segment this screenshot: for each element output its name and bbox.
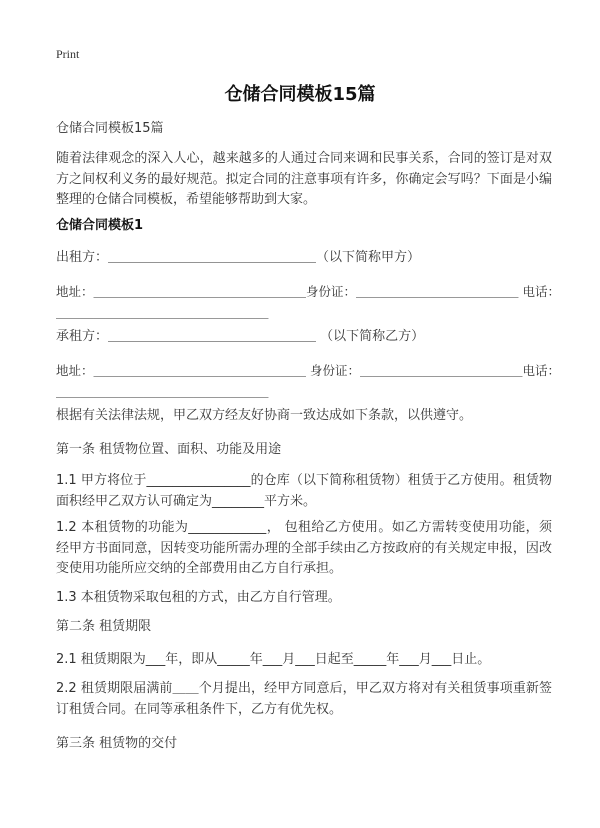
article-2-heading: 第二条 租赁期限	[56, 619, 152, 634]
lessor-address-line: 地址：＿＿＿＿＿＿＿＿＿＿＿＿＿＿＿＿＿身份证：＿＿＿＿＿＿＿＿＿＿＿＿＿ 电话：	[56, 284, 560, 299]
document-title: 仓储合同模板15篇	[224, 84, 376, 105]
document-subtitle: 仓储合同模板15篇	[56, 121, 164, 136]
intro-paragraph: 随着法律观念的深入人心，越来越多的人通过合同来调和民事关系，合同的签订是对双方之间权利义务的最好规范。拟定合同的注意事项有许多，你确定会写吗？下面是小编整理的仓储合同模板，希望能够帮助到大家。	[56, 151, 552, 207]
lessor-phone-blank: ＿＿＿＿＿＿＿＿＿＿＿＿＿＿＿＿＿	[56, 305, 269, 320]
clause-2-1: 2.1 租赁期限为___年，即从_____年___月___日起至_____年___月___日止。	[56, 652, 491, 667]
clause-1-2: 1.2 本租赁物的功能为____________， 包租给乙方使用。如乙方需转变使用功能，须经甲方书面同意，因转变功能所需办理的全部手续由乙方按政府的有关规定申报，因改变使用功能所应交纳的全部费用由乙方自行承担。	[56, 520, 552, 576]
clause-1-1: 1.1 甲方将位于________________的仓库（以下简称租赁物）租赁于乙方使用。租赁物面积经甲乙双方认可确定为________平方米。	[56, 473, 552, 509]
article-3-heading: 第三条 租赁物的交付	[56, 736, 178, 751]
lessor-line: 出租方：＿＿＿＿＿＿＿＿＿＿＿＿＿＿＿＿（以下简称甲方）	[56, 250, 421, 265]
print-link[interactable]: Print	[56, 47, 80, 61]
lessee-line: 承租方：＿＿＿＿＿＿＿＿＿＿＿＿＿＿＿＿ （以下简称乙方）	[56, 329, 425, 344]
clause-2-2: 2.2 租赁期限届满前＿＿个月提出，经甲方同意后，甲乙双方将对有关租赁事项重新签订租赁合同。在同等承租条件下，乙方有优先权。	[56, 681, 552, 717]
lessee-address-line: 地址：＿＿＿＿＿＿＿＿＿＿＿＿＿＿＿＿＿ 身份证：＿＿＿＿＿＿＿＿＿＿＿＿＿电话：	[56, 363, 560, 378]
section-heading-template-1: 仓储合同模板1	[56, 218, 144, 233]
clause-1-3: 1.3 本租赁物采取包租的方式，由乙方自行管理。	[56, 590, 341, 605]
lessee-phone-blank: ＿＿＿＿＿＿＿＿＿＿＿＿＿＿＿＿＿	[56, 384, 269, 399]
article-1-heading: 第一条 租赁物位置、面积、功能及用途	[56, 442, 282, 457]
agreement-line: 根据有关法律法规，甲乙双方经友好协商一致达成如下条款，以供遵守。	[56, 408, 473, 423]
